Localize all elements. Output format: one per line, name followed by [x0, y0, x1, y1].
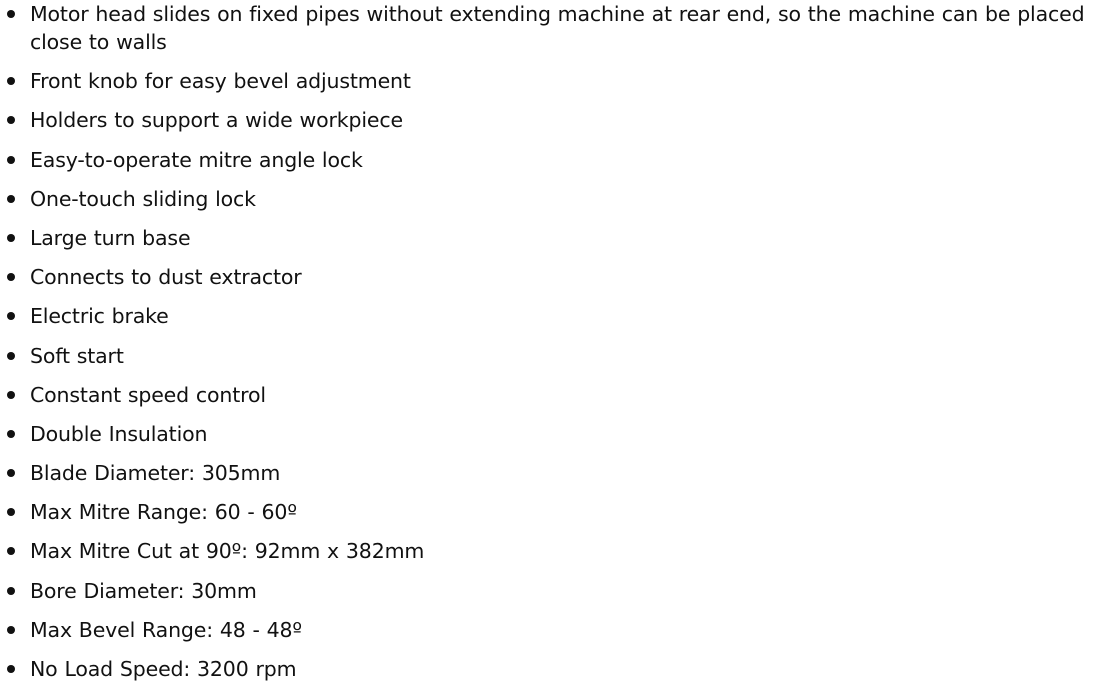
bullet-icon	[7, 469, 15, 477]
bullet-icon	[7, 312, 15, 320]
list-item-text: No Load Speed: 3200 rpm	[30, 657, 297, 681]
list-item	[0, 146, 1102, 174]
list-item	[0, 537, 1102, 565]
bullet-icon	[7, 665, 15, 673]
bullet-icon	[7, 116, 15, 124]
bullet-icon	[7, 77, 15, 85]
bullet-icon	[7, 587, 15, 595]
list-item	[0, 302, 1102, 330]
list-item	[0, 459, 1102, 487]
bullet-icon	[7, 10, 15, 18]
list-item-text: Max Bevel Range: 48 - 48º	[30, 617, 302, 642]
list-item-text: Max Mitre Cut at 90º: 92mm x 382mm	[30, 539, 425, 564]
bullet-icon	[7, 508, 15, 516]
bullet-icon	[7, 195, 15, 203]
list-item-text: Large turn base	[30, 225, 191, 250]
list-item	[0, 381, 1102, 409]
list-item	[0, 67, 1102, 95]
bullet-icon	[7, 352, 15, 360]
bullet-icon	[7, 626, 15, 634]
list-item	[0, 420, 1102, 448]
bullet-icon	[7, 273, 15, 281]
list-item-text: Blade Diameter: 305mm	[30, 461, 281, 486]
list-item	[0, 0, 1102, 56]
list-item-text: Max Mitre Range: 60 - 60º	[30, 500, 297, 525]
list-item-text: One-touch sliding lock	[30, 186, 256, 211]
bullet-icon	[7, 430, 15, 438]
list-item	[0, 342, 1102, 370]
list-item	[0, 224, 1102, 252]
list-item	[0, 185, 1102, 213]
list-item-text: Holders to support a wide workpiece	[30, 108, 403, 133]
list-item-text: Bore Diameter: 30mm	[30, 578, 257, 603]
list-item-text: Front knob for easy bevel adjustment	[30, 69, 411, 94]
list-item-text: Soft start	[30, 343, 124, 368]
bullet-icon	[7, 391, 15, 399]
list-item-text: Motor head slides on fixed pipes without extending machine at rear end, so the machine can be placed close to walls	[30, 2, 1085, 54]
list-item-text: Double Insulation	[30, 421, 208, 446]
list-item	[0, 106, 1102, 134]
bullet-icon	[7, 156, 15, 164]
list-item	[0, 577, 1102, 605]
list-item-text: Connects to dust extractor	[30, 265, 302, 290]
list-item	[0, 498, 1102, 526]
list-item-text: Constant speed control	[30, 382, 266, 407]
list-item	[0, 263, 1102, 291]
list-item-text: Easy-to-operate mitre angle lock	[30, 147, 363, 172]
list-item	[0, 616, 1102, 644]
bullet-icon	[7, 547, 15, 555]
list-item-text: Electric brake	[30, 304, 169, 329]
bullet-icon	[7, 234, 15, 242]
list-item	[0, 655, 1102, 683]
